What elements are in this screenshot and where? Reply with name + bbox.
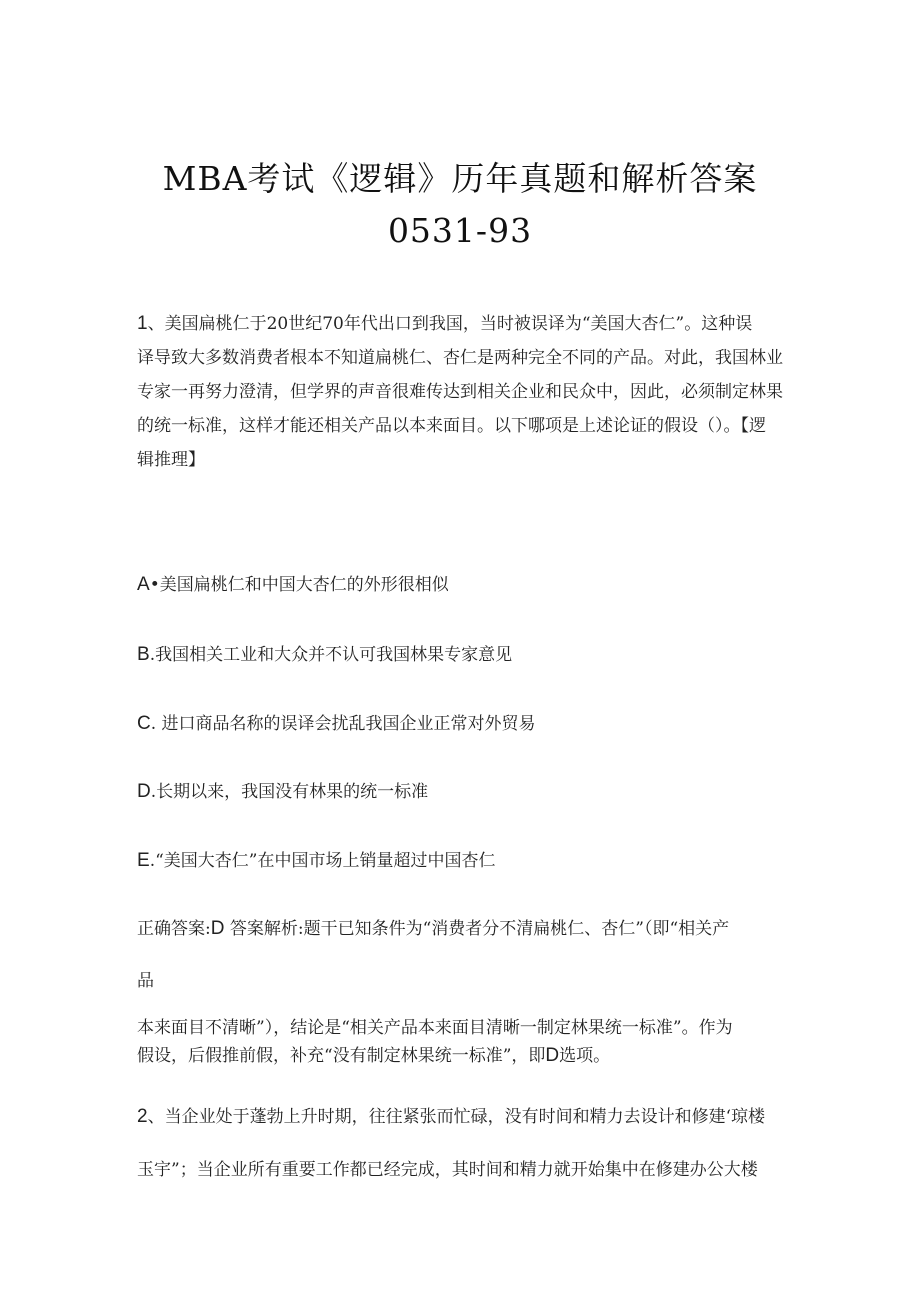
title-line-2: 0531-93	[387, 211, 533, 250]
question-2-line: 2、当企业处于蓬勃上升时期，往往紧张而忙碌，没有时间和精力去设计和修建‘琼楼	[137, 1106, 765, 1127]
option-text: .我国相关工业和大众并不认可我国林果专家意见	[149, 645, 513, 665]
answer-prefix: 正确答案:	[137, 919, 211, 939]
option-text: .“美国大杏仁”在中国市场上销量超过中国杏仁	[149, 851, 496, 871]
answer-line	[137, 914, 785, 940]
question-1-line: 专家一再努力澄清，但学界的声音很难传达到相关企业和民众中，因此，必须制定林果	[137, 382, 783, 402]
option-text: . 进口商品名称的误译会扰乱我国企业正常对外贸易	[150, 714, 536, 734]
explanation-line: 本来面目不清晰”），结论是“相关产品本来面目清晰一制定林果统一标准”。作为	[137, 1018, 733, 1038]
question-number: 2	[137, 1106, 148, 1127]
option-c	[137, 709, 536, 735]
option-letter: A	[137, 574, 150, 595]
question-number: 1	[137, 313, 148, 334]
explanation	[137, 1015, 785, 1070]
option-text: •美国扁桃仁和中国大杏仁的外形很相似	[149, 575, 449, 595]
answer-wrap: 品	[137, 971, 154, 991]
option-d	[137, 777, 428, 803]
option-a	[137, 570, 449, 596]
title-line-1: MBA考试《逻辑》历年真题和解析答案	[162, 159, 758, 198]
question-1-line: 辑推理】	[137, 450, 205, 470]
explanation-letter: D	[545, 1045, 560, 1066]
question-1-line: 1、美国扁桃仁于20世纪70年代出口到我国，当时被误译为“美国大杏仁”。这种误	[137, 313, 753, 334]
question-1-line: 的统一标准，这样才能还相关产品以本来面目。以下哪项是上述论证的假设（）。【逻	[137, 416, 766, 436]
explanation-line: 假设，后假推前假，补充“没有制定林果统一标准”，即D选项。	[137, 1045, 611, 1066]
option-b	[137, 640, 512, 666]
option-text: .长期以来，我国没有林果的统一标准	[150, 782, 429, 802]
question-2-stem	[137, 1100, 785, 1187]
option-letter: B	[137, 644, 150, 665]
answer-text: 答案解析:题干已知条件为“消费者分不清扁桃仁、杏仁”（即“相关产	[224, 919, 730, 939]
page-title	[0, 153, 920, 257]
option-e	[137, 846, 495, 872]
option-letter: D	[137, 781, 151, 802]
question-1-line: 译导致大多数消费者根本不知道扁桃仁、杏仁是两种完全不同的产品。对此，我国林业	[137, 348, 783, 368]
option-letter: E	[137, 850, 150, 871]
question-2-line: 玉宇”；当企业所有重要工作都已经完成，其时间和精力就开始集中在修建办公大楼	[137, 1160, 758, 1180]
option-letter: C	[137, 713, 151, 734]
question-1-stem	[137, 307, 785, 477]
answer-letter: D	[210, 918, 225, 939]
